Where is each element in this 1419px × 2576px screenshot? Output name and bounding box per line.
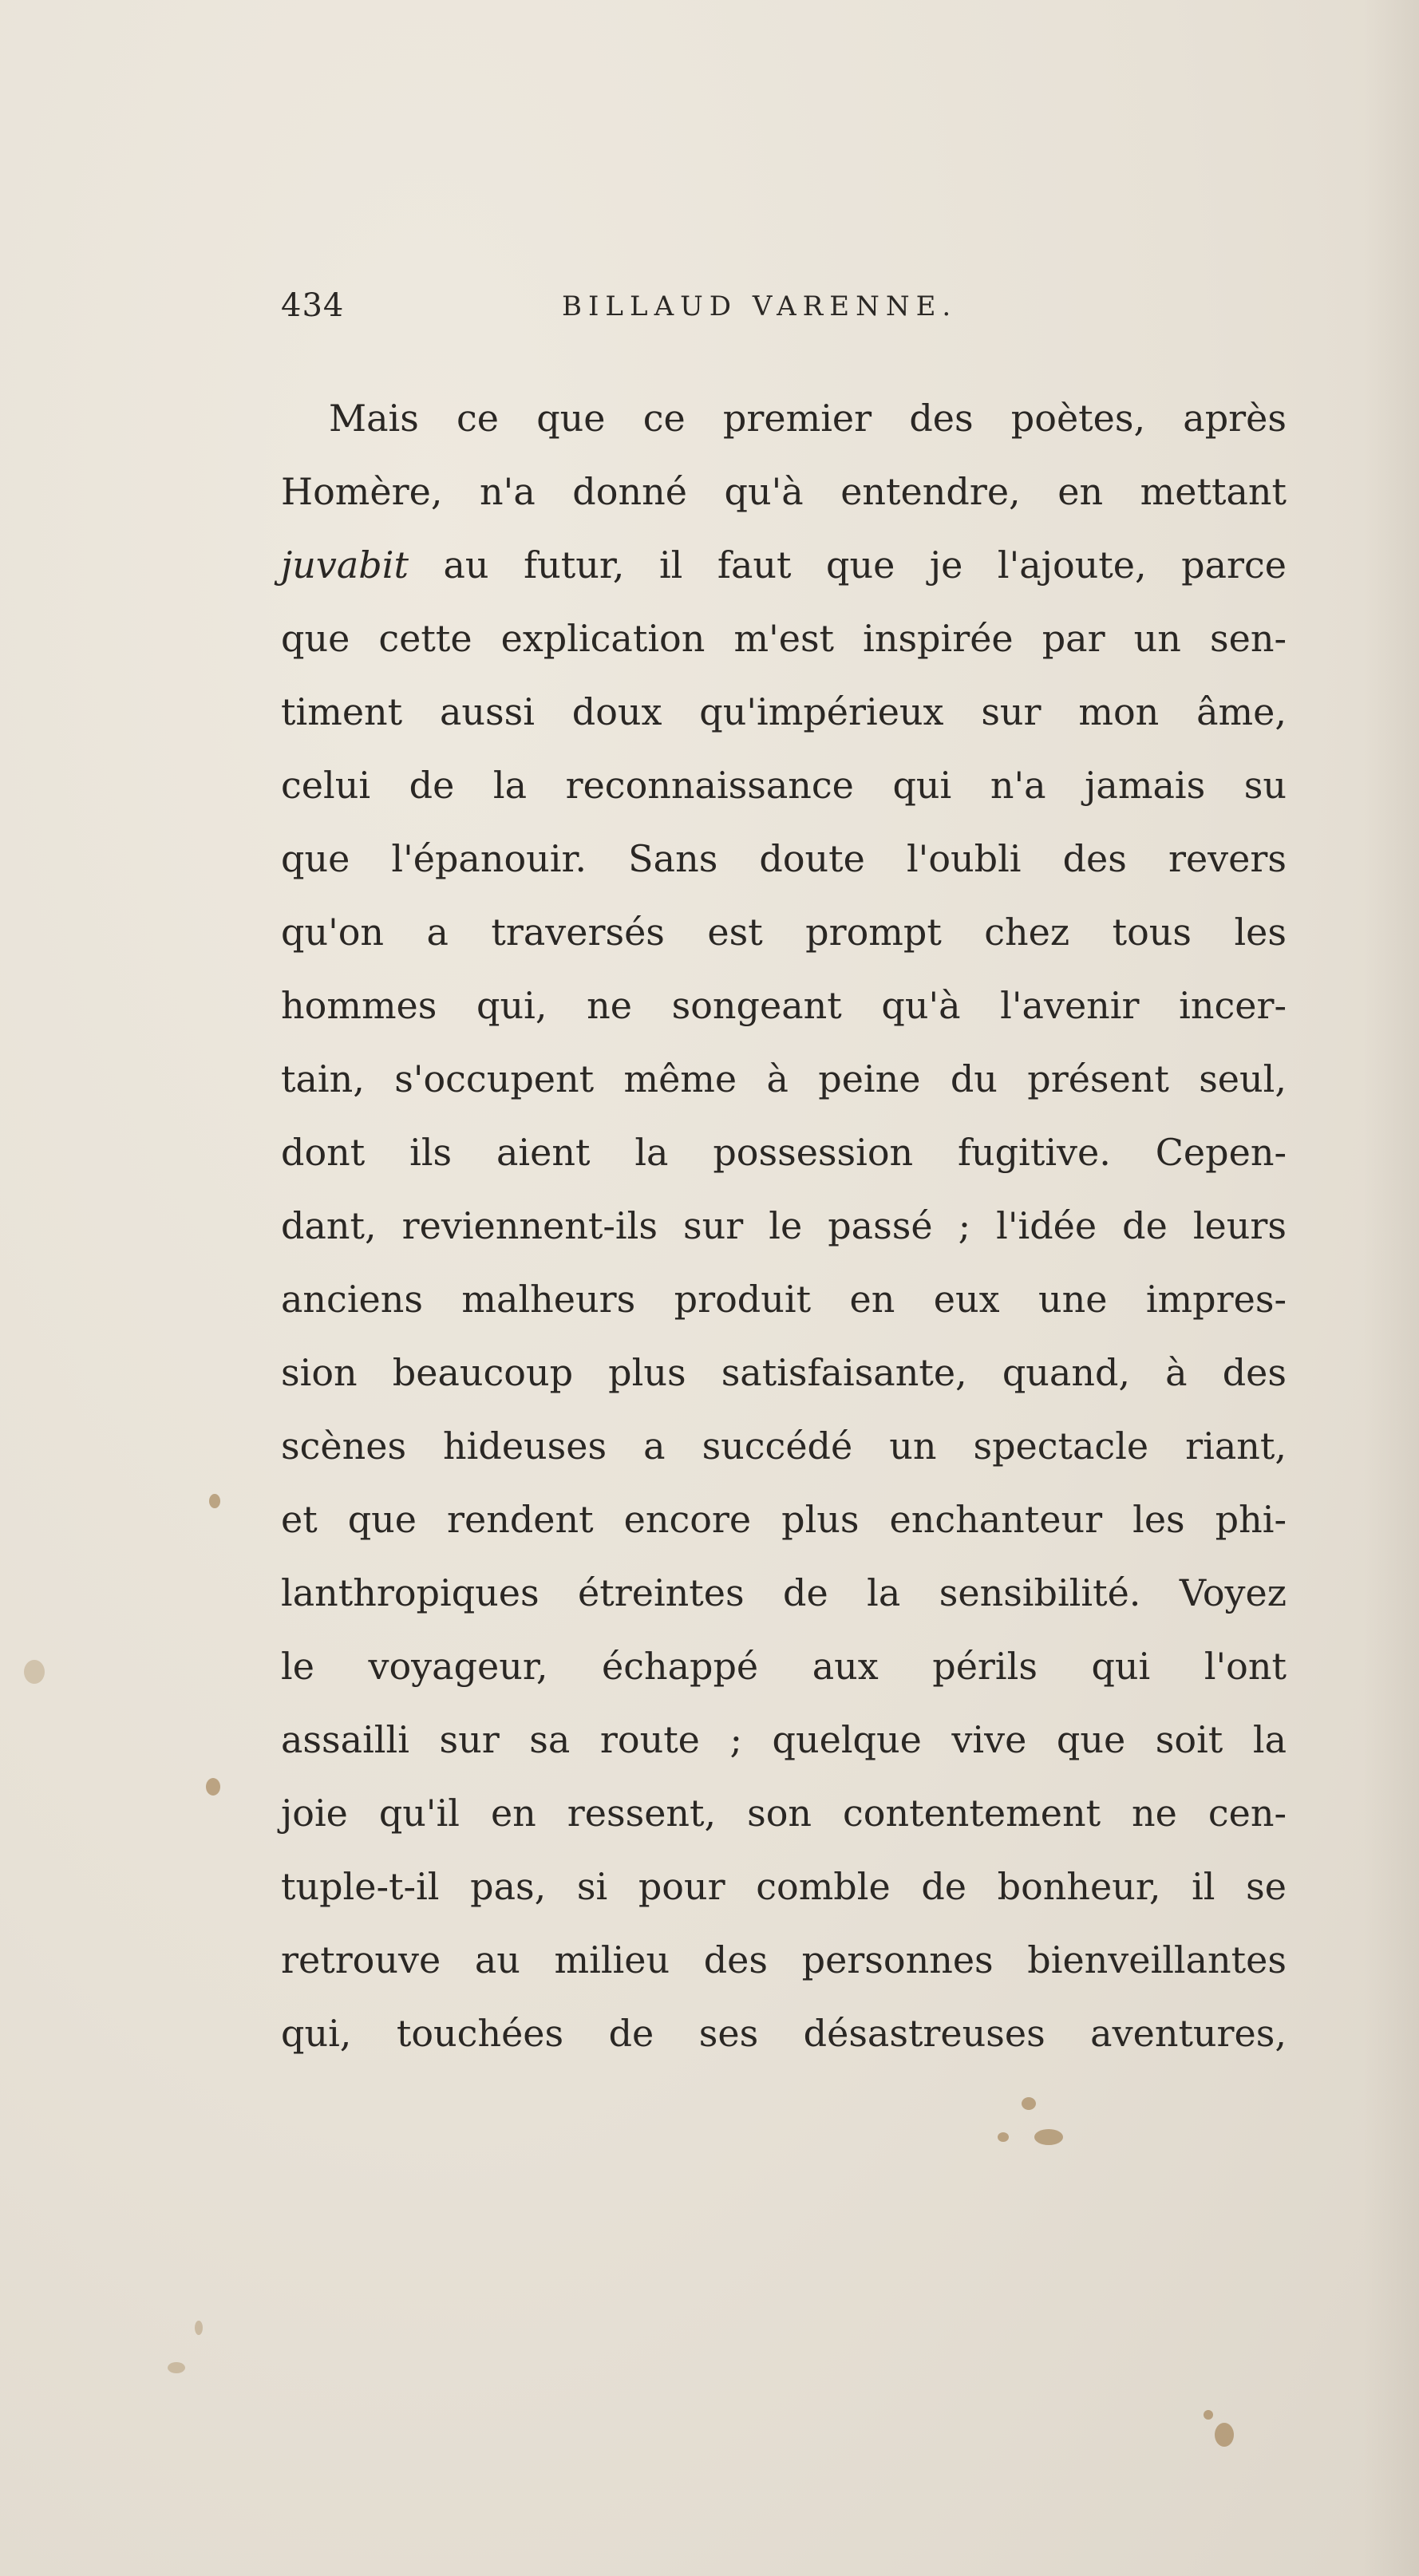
body-text (281, 381, 1287, 2070)
foxing-spot (209, 1494, 220, 1508)
italic-word: juvabit (281, 543, 409, 587)
text-line: qui, touchées de ses désastreuses aventures, (281, 2012, 1287, 2055)
text-line: dont ils aient la possession fugitive. Cepen- (281, 1131, 1287, 1174)
text-line: joie qu'il en ressent, son contentement ne cen- (281, 1792, 1287, 1835)
text-line: retrouve au milieu des personnes bienveillantes (281, 1938, 1287, 1981)
text-line: scènes hideuses a succédé un spectacle riant, (281, 1424, 1287, 1468)
text-line: qu'on a traversés est prompt chez tous les (281, 911, 1287, 954)
foxing-spot (206, 1778, 220, 1796)
text-line: tuple-t-il pas, si pour comble de bonheur, il se (281, 1865, 1287, 1908)
running-title: BILLAUD VARENNE. (562, 290, 958, 322)
page-edge-shadow (1363, 0, 1419, 2576)
page-header (281, 287, 1287, 335)
text-line: et que rendent encore plus enchanteur les phi- (281, 1498, 1287, 1541)
foxing-spot (1034, 2129, 1063, 2145)
text-line: que l'épanouir. Sans doute l'oubli des revers (281, 837, 1287, 880)
text-line-rest: au futur, il faut que je l'ajoute, parce (443, 543, 1287, 587)
foxing-spot (1022, 2097, 1036, 2110)
foxing-spot (24, 1660, 45, 1684)
foxing-spot (1215, 2423, 1234, 2447)
text-line: sion beaucoup plus satisfaisante, quand, à des (281, 1351, 1287, 1394)
text-line: lanthropiques étreintes de la sensibilité. Voyez (281, 1571, 1287, 1614)
text-line: assailli sur sa route ; quelque vive que soit la (281, 1718, 1287, 1761)
text-line: celui de la reconnaissance qui n'a jamais su (281, 764, 1287, 807)
text-line: le voyageur, échappé aux périls qui l'ont (281, 1645, 1287, 1688)
text-line: Mais ce que ce premier des poètes, après (329, 397, 1287, 440)
text-line (281, 528, 1287, 602)
foxing-spot (998, 2132, 1009, 2142)
text-line: Homère, n'a donné qu'à entendre, en mettant (281, 470, 1287, 513)
text-line: hommes qui, ne songeant qu'à l'avenir incer- (281, 984, 1287, 1027)
foxing-spot (1204, 2410, 1213, 2420)
text-line: timent aussi doux qu'impérieux sur mon âme, (281, 690, 1287, 733)
page-number: 434 (281, 287, 345, 324)
foxing-spot (168, 2362, 185, 2373)
text-line: tain, s'occupent même à peine du présent seul, (281, 1057, 1287, 1100)
text-line: anciens malheurs produit en eux une impres- (281, 1278, 1287, 1321)
text-line: que cette explication m'est inspirée par un sen- (281, 617, 1287, 660)
foxing-spot (195, 2321, 203, 2335)
text-line: dant, reviennent-ils sur le passé ; l'idée de leurs (281, 1204, 1287, 1247)
